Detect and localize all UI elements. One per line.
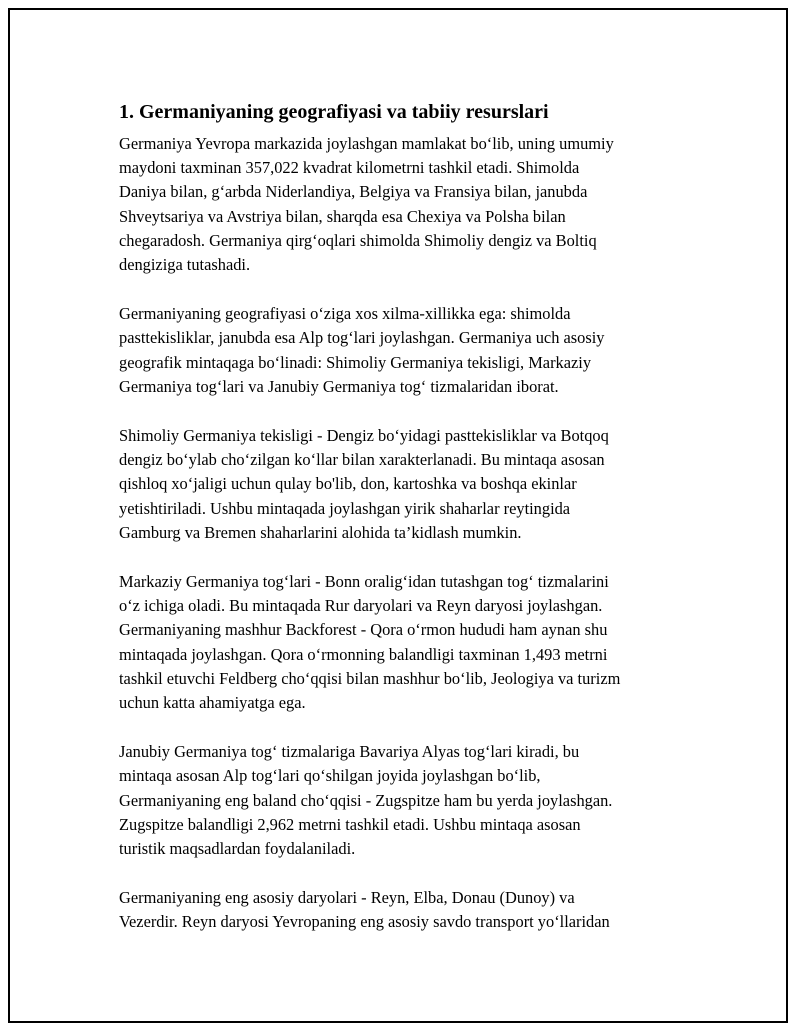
document-body	[119, 99, 689, 960]
paragraph-rivers: Germaniyaning eng asosiy daryolari - Reyn, Elba, Donau (Dunoy) va Vezerdir. Reyn daryosi Yevropaning eng asosiy savdo transport yo‘llaridan	[119, 888, 610, 932]
paragraph-geography: Germaniyaning geografiyasi o‘ziga xos xilma-xillikka ega: shimolda pasttekisliklar, janubda esa Alp tog‘lari joylashgan. Germaniya uch asosiy geografik mintaqaga bo‘linadi: Shimoliy Germaniya tekisligi, Markaziy Germaniya tog‘lari va Janubiy Germaniya tog‘ tizmalaridan iborat.	[119, 304, 605, 396]
document-page	[8, 8, 788, 1023]
section-title: 1. Germaniyaning geografiyasi va tabiiy resurslari	[119, 101, 549, 123]
paragraph-southern-mountains: Janubiy Germaniya tog‘ tizmalariga Bavariya Alyas tog‘lari kiradi, bu mintaqa asosan Alp tog‘lari qo‘shilgan joyida joylashgan bo‘lib, Germaniyaning eng baland cho‘qqisi - Zugspitze ham bu yerda joylashgan. Zugspitze balandligi 2,962 metrni tashkil etadi. Ushbu mintaqa asosan turistik maqsadlardan foydalaniladi.	[119, 742, 613, 859]
paragraph-location: Germaniya Yevropa markazida joylashgan mamlakat bo‘lib, uning umumiy maydoni taxminan 357,022 kvadrat kilometrni tashkil etadi. Shimolda Daniya bilan, g‘arbda Niderlandiya, Belgiya va Fransiya bilan, janubda Shveytsariya va Avstriya bilan, sharqda esa Chexiya va Polsha bilan chegaradosh. Germaniya qirg‘oqlari shimolda Shimoliy dengiz va Boltiq dengiziga tutashadi.	[119, 134, 614, 275]
paragraph-central-uplands: Markaziy Germaniya tog‘lari - Bonn oralig‘idan tutashgan tog‘ tizmalarini o‘z ichiga oladi. Bu mintaqada Rur daryolari va Reyn daryosi joylashgan. Germaniyaning mashhur Backforest - Qora o‘rmon hududi ham aynan shu mintaqada joylashgan. Qora o‘rmonning balandligi taxminan 1,493 metrni tashkil etuvchi Feldberg cho‘qqisi bilan mashhur bo‘lib, Jeologiya va turizm uchun katta ahamiyatga ega.	[119, 572, 621, 713]
paragraph-northern-plain: Shimoliy Germaniya tekisligi - Dengiz bo‘yidagi pasttekisliklar va Botqoq dengiz bo‘ylab cho‘zilgan ko‘llar bilan xarakterlanadi. Bu mintaqa asosan qishloq xo‘jaligi uchun qulay bo'lib, don, kartoshka va boshqa ekinlar yetishtiriladi. Ushbu mintaqada joylashgan yirik shaharlar reytingida Gamburg va Bremen shaharlarini alohida ta’kidlash mumkin.	[119, 426, 609, 542]
